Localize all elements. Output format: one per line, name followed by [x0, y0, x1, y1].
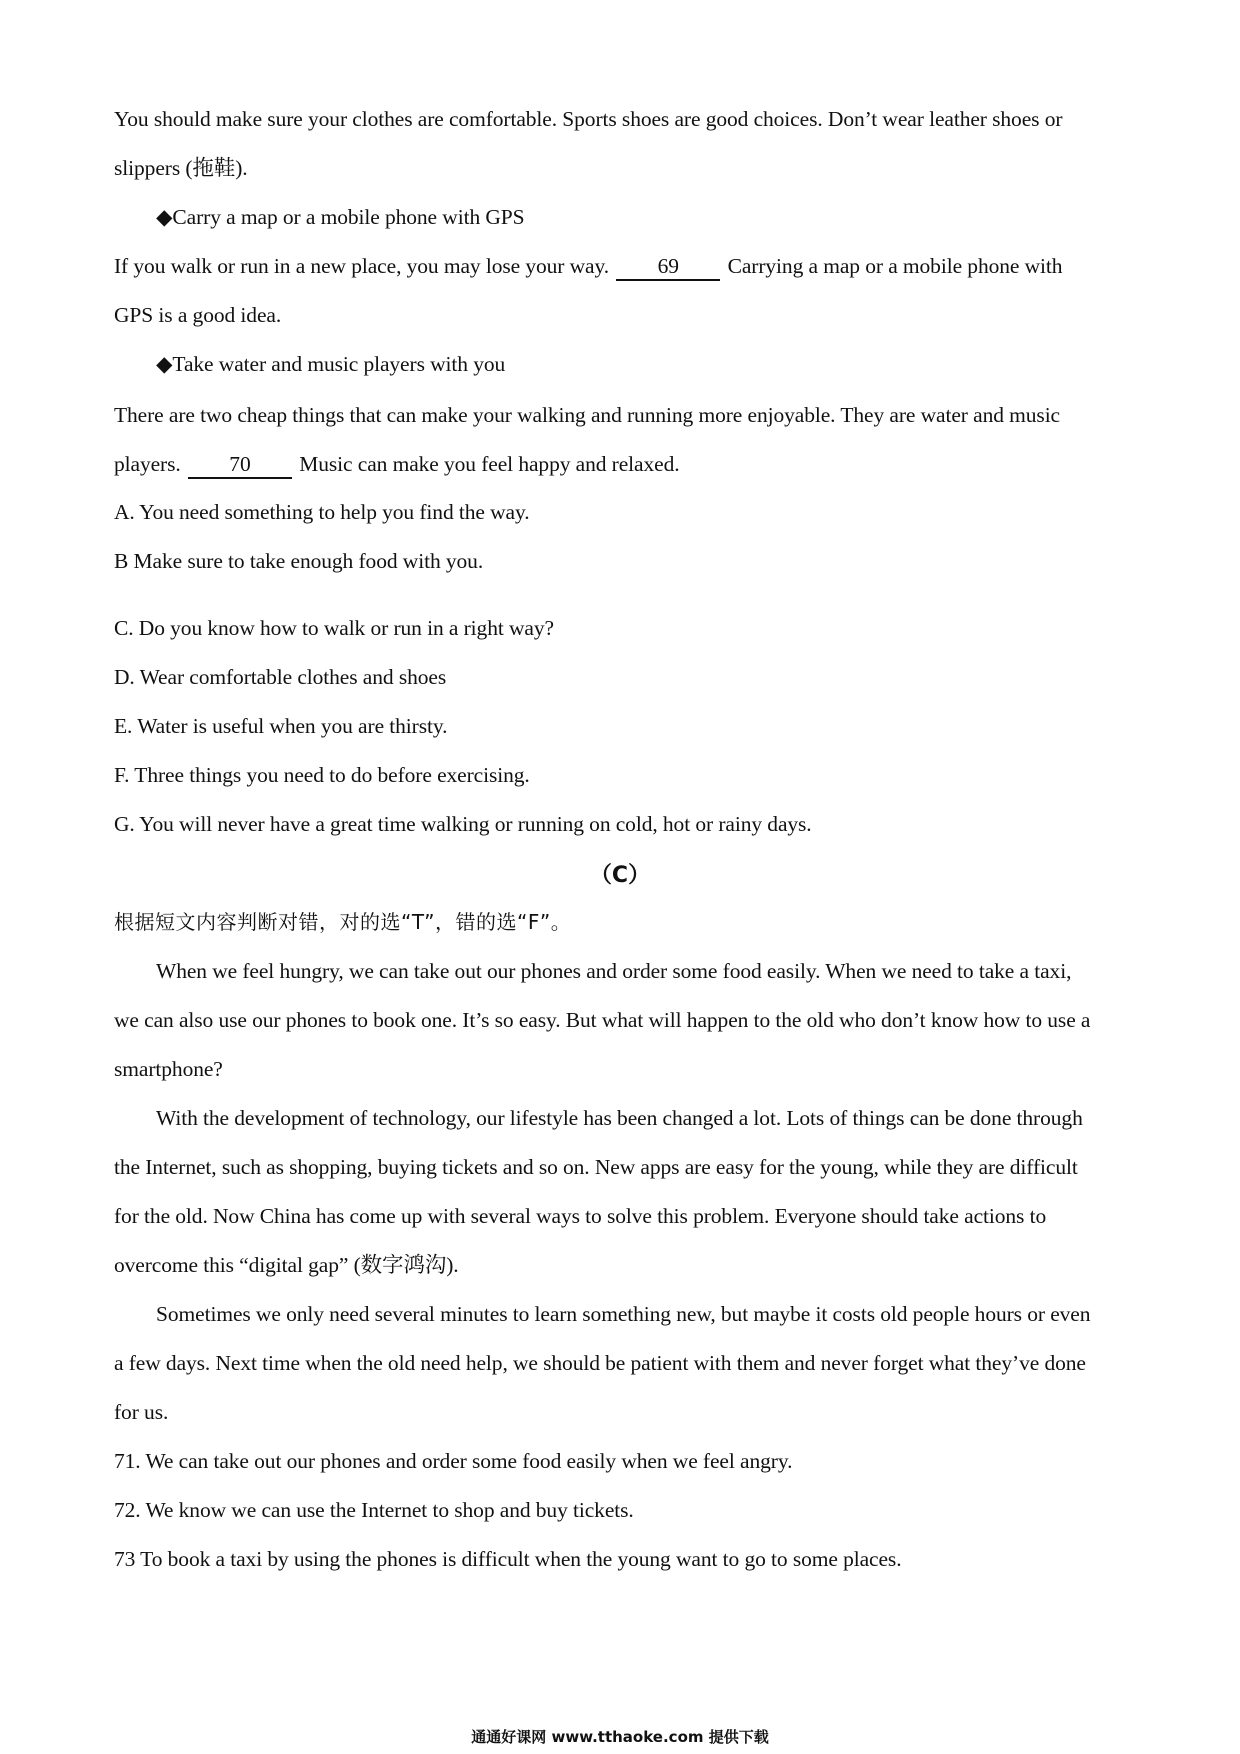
paragraph-line-with-blank-69: [114, 251, 1134, 281]
instruction-text: 根据短文内容判断对错，对的选“T”，错的选“F”。: [114, 910, 572, 934]
tip-heading-water: ◆Take water and music players with you: [156, 352, 506, 376]
option-g: G. You will never have a great time walking or running on cold, hot or rainy days.: [114, 812, 812, 836]
paragraph-line: With the development of technology, our lifestyle has been changed a lot. Lots of things can be done through: [156, 1106, 1083, 1130]
question-72: 72. We know we can use the Internet to shop and buy tickets.: [114, 1498, 634, 1522]
paragraph-line: slippers (拖鞋).: [114, 156, 248, 180]
section-heading: （C）: [589, 863, 651, 888]
paragraph-line: smartphone?: [114, 1057, 223, 1081]
option-e: E. Water is useful when you are thirsty.: [114, 714, 448, 738]
paragraph-line: There are two cheap things that can make your walking and running more enjoyable. They are water and music: [114, 403, 1061, 427]
paragraph-line: the Internet, such as shopping, buying tickets and so on. New apps are easy for the young, while they are difficult: [114, 1155, 1078, 1179]
question-73: 73 To book a taxi by using the phones is difficult when the young want to go to some places.: [114, 1547, 902, 1571]
paragraph-line: overcome this “digital gap” (数字鸿沟).: [114, 1253, 459, 1277]
paragraph-line: we can also use our phones to book one. It’s so easy. But what will happen to the old who don’t know how to use a: [114, 1008, 1091, 1032]
option-a: A. You need something to help you find the way.: [114, 500, 530, 524]
sentence-text: If you walk or run in a new place, you may lose your way.: [114, 254, 610, 278]
paragraph-line: When we feel hungry, we can take out our phones and order some food easily. When we need to take a taxi,: [156, 959, 1072, 983]
paragraph-line-with-blank-70: [114, 449, 1134, 479]
paragraph-line: Sometimes we only need several minutes to learn something new, but maybe it costs old people hours or even: [156, 1302, 1091, 1326]
sentence-text: Music can make you feel happy and relaxed.: [299, 452, 680, 476]
paragraph-line: for the old. Now China has come up with several ways to solve this problem. Everyone should take actions to: [114, 1204, 1047, 1228]
option-c: C. Do you know how to walk or run in a right way?: [114, 616, 554, 640]
paragraph-line: a few days. Next time when the old need help, we should be patient with them and never forget what they’ve done: [114, 1351, 1086, 1375]
tip-heading-map: ◆Carry a map or a mobile phone with GPS: [156, 205, 525, 229]
answer-blank-69[interactable]: 69: [616, 253, 720, 281]
paragraph-line: You should make sure your clothes are comfortable. Sports shoes are good choices. Don’t wear leather shoes or: [114, 107, 1063, 131]
answer-blank-70[interactable]: 70: [188, 451, 292, 479]
sentence-text: players.: [114, 452, 181, 476]
option-b: B Make sure to take enough food with you.: [114, 549, 484, 573]
paragraph-line: GPS is a good idea.: [114, 303, 282, 327]
page-footer: 通通好课网 www.tthaoke.com 提供下载: [471, 1728, 769, 1746]
paragraph-line: for us.: [114, 1400, 169, 1424]
option-f: F. Three things you need to do before exercising.: [114, 763, 530, 787]
sentence-text: Carrying a map or a mobile phone with: [727, 254, 1063, 278]
option-d: D. Wear comfortable clothes and shoes: [114, 665, 447, 689]
question-71: 71. We can take out our phones and order some food easily when we feel angry.: [114, 1449, 793, 1473]
